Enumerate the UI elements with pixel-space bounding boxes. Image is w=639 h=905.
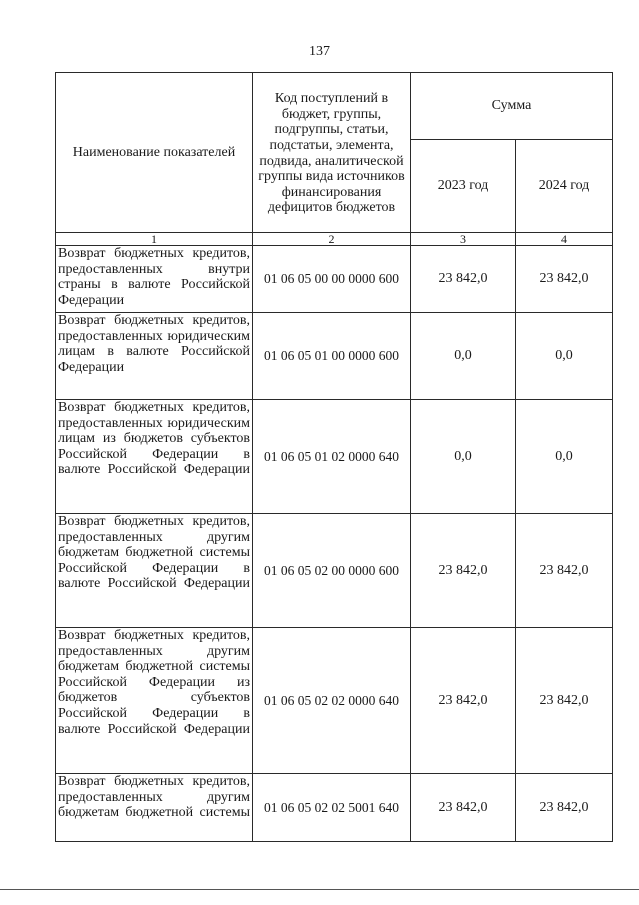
- row-value-2024: 0,0: [516, 400, 613, 514]
- table-header-row: [56, 73, 613, 140]
- row-value-2024: 23 842,0: [516, 774, 613, 842]
- row-code: 01 06 05 01 00 0000 600: [253, 313, 411, 400]
- header-code: Код поступлений в бюджет, группы, подгруппы, статьи, подстатьи, элемента, подвида, аналитической группы вида источников финансирования дефицитов бюджетов: [253, 73, 411, 233]
- page-number: 137: [309, 44, 330, 59]
- column-number: 1: [56, 233, 253, 246]
- page-bottom-divider: [0, 889, 639, 890]
- table-row: [56, 514, 613, 628]
- row-value-2024: 0,0: [516, 313, 613, 400]
- column-numbers-row: [56, 233, 613, 246]
- row-name: Возврат бюджетных кредитов, предоставленных внутри страны в валюте Российской Федерации: [56, 246, 253, 313]
- row-code: 01 06 05 00 00 0000 600: [253, 246, 411, 313]
- row-value-2024: 23 842,0: [516, 514, 613, 628]
- header-year-2023: 2023 год: [411, 140, 516, 233]
- table-row: [56, 313, 613, 400]
- row-code: 01 06 05 02 00 0000 600: [253, 514, 411, 628]
- row-value-2023: 23 842,0: [411, 774, 516, 842]
- column-number: 4: [516, 233, 613, 246]
- row-value-2024: 23 842,0: [516, 246, 613, 313]
- table-row: [56, 774, 613, 842]
- header-name: Наименование показателей: [56, 73, 253, 233]
- budget-sources-table: [55, 72, 613, 842]
- row-name: Возврат бюджетных кредитов, предоставленных юридическим лицам из бюджетов субъектов Российской Федерации в валюте Российской Федерации: [56, 400, 253, 514]
- table-row: [56, 400, 613, 514]
- row-name: Возврат бюджетных кредитов, предоставленных другим бюджетам бюджетной системы Российской Федерации из бюджетов субъектов Российской Федерации в валюте Российской Федерации: [56, 628, 253, 774]
- row-value-2023: 0,0: [411, 400, 516, 514]
- row-name: Возврат бюджетных кредитов, предоставленных юридическим лицам в валюте Российской Федерации: [56, 313, 253, 400]
- row-name: Возврат бюджетных кредитов, предоставленных другим бюджетам бюджетной системы: [56, 774, 253, 842]
- row-value-2023: 23 842,0: [411, 628, 516, 774]
- row-name: Возврат бюджетных кредитов, предоставленных другим бюджетам бюджетной системы Российской Федерации в валюте Российской Федерации: [56, 514, 253, 628]
- header-sum: Сумма: [411, 73, 613, 140]
- column-number: 3: [411, 233, 516, 246]
- column-number: 2: [253, 233, 411, 246]
- row-code: 01 06 05 01 02 0000 640: [253, 400, 411, 514]
- row-code: 01 06 05 02 02 5001 640: [253, 774, 411, 842]
- table-row: [56, 246, 613, 313]
- row-value-2023: 23 842,0: [411, 514, 516, 628]
- row-value-2023: 23 842,0: [411, 246, 516, 313]
- table-row: [56, 628, 613, 774]
- header-year-2024: 2024 год: [516, 140, 613, 233]
- row-value-2023: 0,0: [411, 313, 516, 400]
- row-value-2024: 23 842,0: [516, 628, 613, 774]
- row-code: 01 06 05 02 02 0000 640: [253, 628, 411, 774]
